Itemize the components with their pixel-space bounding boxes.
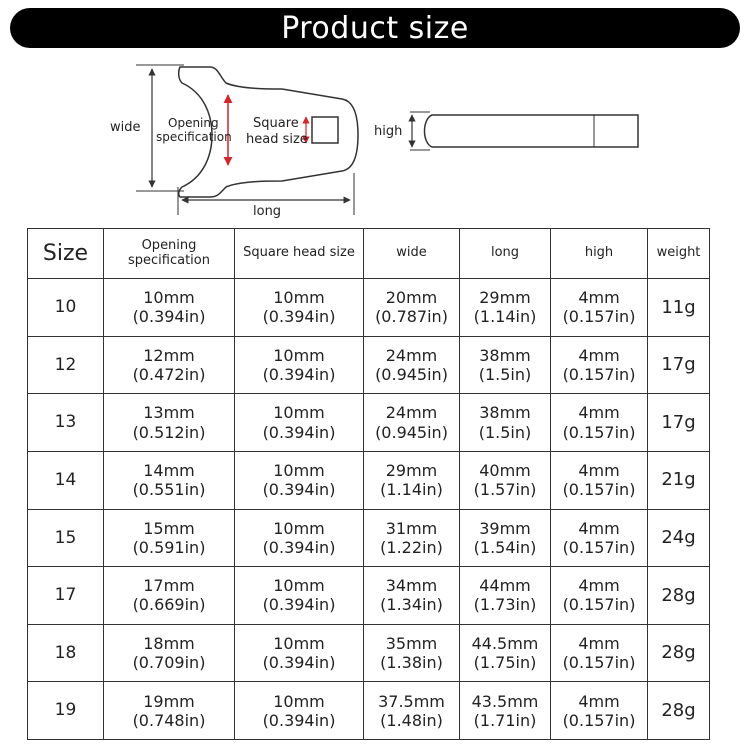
table-row <box>28 624 710 682</box>
header-size: Size <box>28 229 104 279</box>
cell-size: 14 <box>28 451 104 509</box>
cell-square-in: (0.394in) <box>262 480 336 500</box>
cell-long-mm: 40mm <box>479 461 531 480</box>
cell-square <box>235 682 364 740</box>
cell-high <box>551 509 648 567</box>
cell-high-mm: 4mm <box>578 288 620 308</box>
cell-square <box>235 394 364 452</box>
cell-weight: 28g <box>648 624 710 682</box>
cell-size: 19 <box>28 682 104 740</box>
cell-opening-in: (0.512in) <box>132 422 206 442</box>
cell-weight: 28g <box>648 682 710 740</box>
cell-size: 15 <box>28 509 104 567</box>
label-square-1: Square <box>253 116 299 131</box>
header-square: Square head size <box>235 229 364 279</box>
cell-opening-mm: 10mm <box>143 288 195 308</box>
cell-opening-in: (0.709in) <box>132 653 206 673</box>
cell-square-mm: 10mm <box>273 633 325 653</box>
cell-wide-in: (1.22in) <box>380 537 443 557</box>
cell-high-mm: 4mm <box>578 345 620 365</box>
cell-wide-mm: 35mm <box>385 633 438 653</box>
label-opening-1: Opening <box>168 116 219 130</box>
cell-opening <box>104 336 235 394</box>
label-opening-2: specification <box>156 130 232 144</box>
cell-square-in: (0.394in) <box>262 307 336 327</box>
cell-opening-mm: 17mm <box>143 576 195 596</box>
cell-long-mm: 44.5mm <box>471 633 539 653</box>
cell-high-in: (0.157in) <box>562 710 636 730</box>
cell-high <box>551 451 648 509</box>
cell-opening-in: (0.472in) <box>132 364 206 384</box>
cell-square-mm: 10mm <box>273 288 325 308</box>
cell-size: 17 <box>28 567 104 625</box>
cell-weight: 21g <box>648 451 710 509</box>
cell-wide-mm: 37.5mm <box>378 691 445 711</box>
cell-opening <box>104 451 235 509</box>
cell-size: 12 <box>28 336 104 394</box>
cell-wide-in: (1.14in) <box>380 480 443 500</box>
cell-square-in: (0.394in) <box>262 595 336 615</box>
cell-square <box>235 567 364 625</box>
wrench-side-view <box>425 115 639 147</box>
table-row <box>28 279 710 337</box>
cell-opening <box>104 279 235 337</box>
cell-long-in: (1.73in) <box>473 595 537 615</box>
cell-high <box>551 567 648 625</box>
cell-high <box>551 624 648 682</box>
cell-square-mm: 10mm <box>273 576 325 596</box>
cell-size: 10 <box>28 279 104 337</box>
cell-weight: 17g <box>648 394 710 452</box>
cell-long-mm: 43.5mm <box>471 691 539 711</box>
cell-long-in: (1.5in) <box>478 422 532 442</box>
cell-square-in: (0.394in) <box>262 710 336 730</box>
cell-long <box>460 509 551 567</box>
cell-long <box>460 394 551 452</box>
cell-high-in: (0.157in) <box>562 364 636 384</box>
cell-long-mm: 44mm <box>479 576 531 596</box>
cell-long-mm: 39mm <box>479 518 531 538</box>
table-row <box>28 682 710 740</box>
size-table <box>27 228 710 740</box>
table-row <box>28 394 710 452</box>
cell-opening-mm: 13mm <box>143 403 195 423</box>
cell-long <box>460 567 551 625</box>
header-opening-line1: Opening <box>141 237 197 253</box>
cell-square <box>235 624 364 682</box>
cell-wide <box>364 279 460 337</box>
cell-wide-in: (0.945in) <box>375 364 448 384</box>
cell-wide <box>364 567 460 625</box>
cell-long-in: (1.57in) <box>473 480 537 500</box>
cell-weight: 28g <box>648 567 710 625</box>
cell-square <box>235 279 364 337</box>
cell-high-in: (0.157in) <box>562 537 636 557</box>
table-row <box>28 567 710 625</box>
square-hole <box>312 117 338 143</box>
cell-wide-in: (0.787in) <box>375 307 448 327</box>
cell-opening-in: (0.748in) <box>132 710 206 730</box>
cell-long <box>460 624 551 682</box>
header-high: high <box>551 229 648 279</box>
header-weight: weight <box>648 229 710 279</box>
cell-wide-in: (1.34in) <box>380 595 443 615</box>
cell-wide-mm: 20mm <box>385 288 438 308</box>
cell-square-mm: 10mm <box>273 691 325 711</box>
cell-opening-in: (0.551in) <box>132 480 206 500</box>
cell-square-in: (0.394in) <box>262 364 336 384</box>
cell-weight: 17g <box>648 336 710 394</box>
cell-size: 18 <box>28 624 104 682</box>
wrench-drawing <box>100 55 660 225</box>
cell-wide-mm: 31mm <box>385 518 438 538</box>
cell-wide <box>364 394 460 452</box>
cell-long <box>460 451 551 509</box>
table-header-row <box>28 229 710 279</box>
cell-square-mm: 10mm <box>273 345 325 365</box>
cell-opening <box>104 624 235 682</box>
cell-opening-mm: 19mm <box>143 691 195 711</box>
title-banner <box>10 8 740 48</box>
cell-high-mm: 4mm <box>578 633 620 653</box>
cell-wide-in: (1.38in) <box>380 653 443 673</box>
table-row <box>28 509 710 567</box>
cell-wide-mm: 24mm <box>385 345 438 365</box>
label-square-2: head size <box>246 132 308 147</box>
cell-high <box>551 336 648 394</box>
cell-opening-mm: 15mm <box>143 518 195 538</box>
cell-long-mm: 29mm <box>479 288 531 308</box>
cell-high <box>551 394 648 452</box>
cell-wide <box>364 509 460 567</box>
cell-square <box>235 509 364 567</box>
cell-high-in: (0.157in) <box>562 595 636 615</box>
cell-square-in: (0.394in) <box>262 653 336 673</box>
cell-long-in: (1.14in) <box>473 307 537 327</box>
cell-wide <box>364 624 460 682</box>
cell-wide-mm: 29mm <box>385 461 438 480</box>
cell-high-in: (0.157in) <box>562 422 636 442</box>
header-long: long <box>460 229 551 279</box>
cell-opening-mm: 12mm <box>143 345 195 365</box>
cell-square-mm: 10mm <box>273 518 325 538</box>
label-high: high <box>374 124 403 139</box>
label-long: long <box>253 204 282 219</box>
cell-opening-in: (0.591in) <box>132 537 206 557</box>
cell-high-in: (0.157in) <box>562 480 636 500</box>
cell-high-mm: 4mm <box>578 403 620 423</box>
cell-wide <box>364 682 460 740</box>
cell-long-in: (1.5in) <box>478 364 532 384</box>
cell-square-mm: 10mm <box>273 461 325 480</box>
cell-high <box>551 682 648 740</box>
cell-opening <box>104 682 235 740</box>
cell-long-in: (1.75in) <box>473 653 537 673</box>
cell-square <box>235 336 364 394</box>
header-opening <box>104 229 235 279</box>
dimension-diagram <box>100 55 660 225</box>
cell-long-mm: 38mm <box>479 403 531 423</box>
cell-wide-in: (0.945in) <box>375 422 448 442</box>
cell-opening-in: (0.394in) <box>132 307 206 327</box>
cell-long-mm: 38mm <box>479 345 531 365</box>
cell-square-in: (0.394in) <box>262 537 336 557</box>
cell-long-in: (1.71in) <box>473 710 537 730</box>
cell-weight: 24g <box>648 509 710 567</box>
cell-long <box>460 336 551 394</box>
cell-weight: 11g <box>648 279 710 337</box>
cell-wide-in: (1.48in) <box>380 710 443 730</box>
cell-high-mm: 4mm <box>578 576 620 596</box>
cell-high-mm: 4mm <box>578 461 620 480</box>
header-wide: wide <box>364 229 460 279</box>
cell-opening-mm: 18mm <box>143 633 195 653</box>
cell-high <box>551 279 648 337</box>
cell-square-in: (0.394in) <box>262 422 336 442</box>
cell-high-mm: 4mm <box>578 518 620 538</box>
cell-opening-mm: 14mm <box>143 461 195 480</box>
cell-long <box>460 279 551 337</box>
label-wide: wide <box>110 120 141 135</box>
cell-opening <box>104 394 235 452</box>
table-row <box>28 451 710 509</box>
cell-square-mm: 10mm <box>273 403 325 423</box>
cell-wide <box>364 336 460 394</box>
cell-wide-mm: 24mm <box>385 403 438 423</box>
cell-high-mm: 4mm <box>578 691 620 711</box>
header-opening-line2: specification <box>128 252 210 268</box>
cell-high-in: (0.157in) <box>562 653 636 673</box>
cell-wide <box>364 451 460 509</box>
cell-size: 13 <box>28 394 104 452</box>
cell-square <box>235 451 364 509</box>
cell-long-in: (1.54in) <box>473 537 537 557</box>
page-title: Product size <box>281 10 469 46</box>
cell-opening <box>104 509 235 567</box>
cell-wide-mm: 34mm <box>385 576 438 596</box>
cell-long <box>460 682 551 740</box>
cell-opening-in: (0.669in) <box>132 595 206 615</box>
table-row <box>28 336 710 394</box>
cell-high-in: (0.157in) <box>562 307 636 327</box>
cell-opening <box>104 567 235 625</box>
